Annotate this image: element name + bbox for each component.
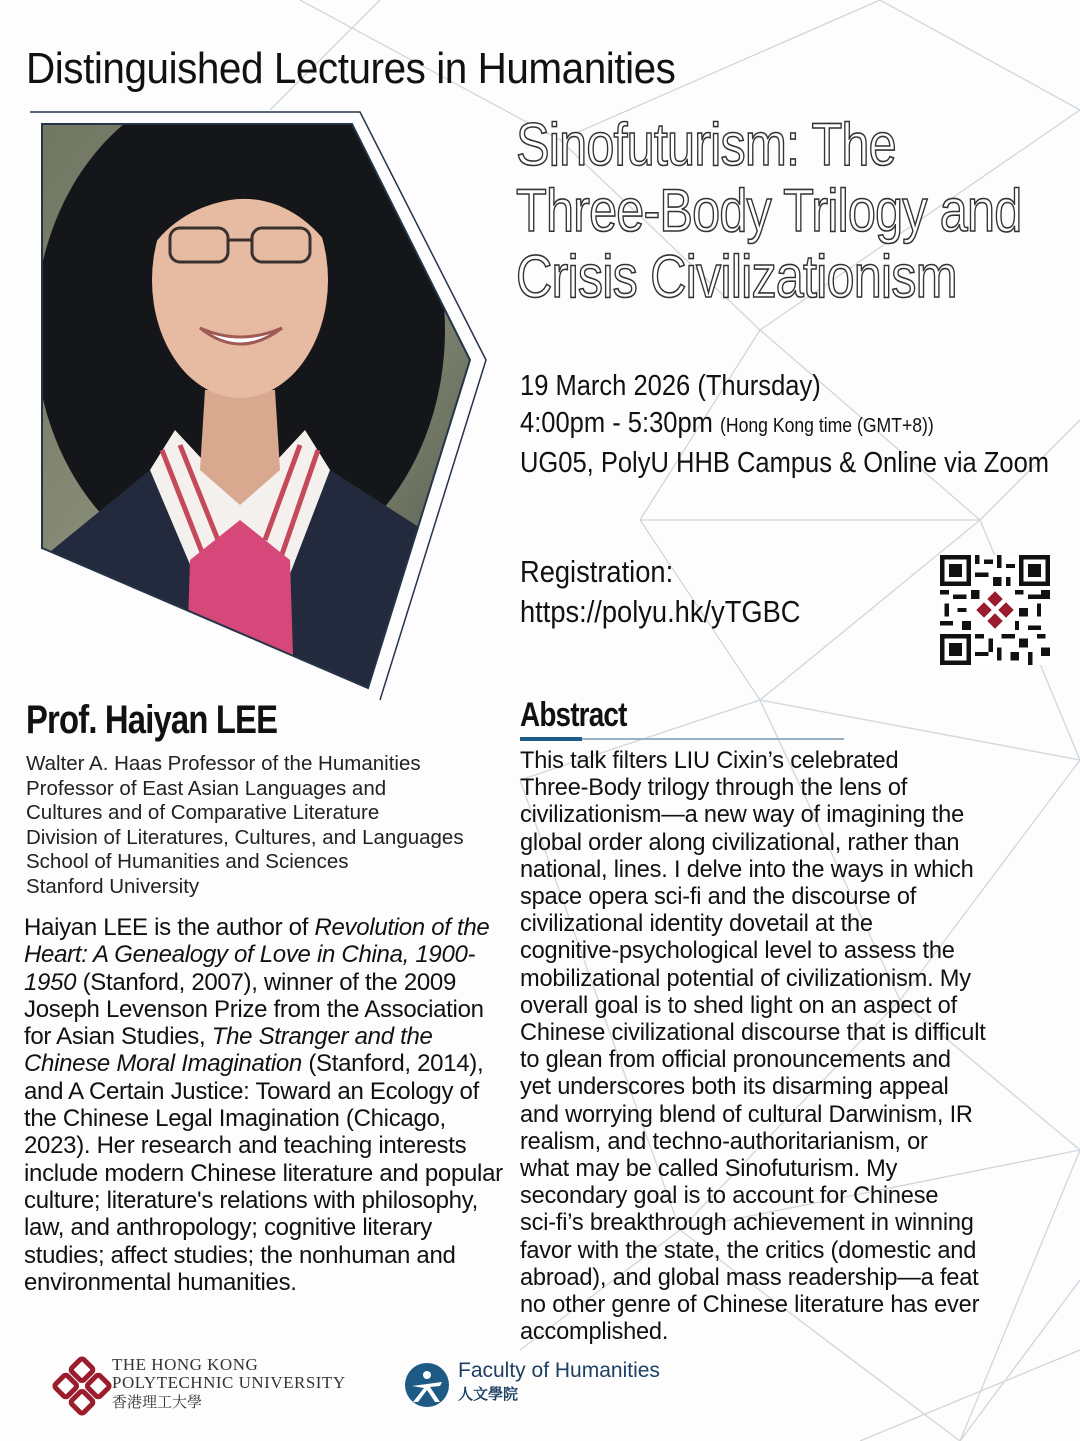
bio-text: (Stanford, 2007), winner of the 2009 Joseph Levenson Prize from the Association for Asian Studies, xyxy=(24,968,484,1051)
abstract-line: civilizational identity dovetail at the xyxy=(520,911,873,938)
humanities-logo-icon xyxy=(404,1362,450,1408)
registration-link[interactable]: https://polyu.hk/yTGBC xyxy=(520,594,801,629)
abstract-divider-accent xyxy=(520,737,582,741)
abstract-line: mobilizational potential of civilizationism. My xyxy=(520,965,971,992)
polyu-name-chinese: 香港理工大學 xyxy=(112,1393,203,1411)
abstract-line: national, lines. I delve into the ways in which xyxy=(520,856,974,883)
abstract-line: space opera sci-fi and the discourse of xyxy=(520,884,917,911)
abstract-line: to glean from official pronouncements and xyxy=(520,1047,951,1074)
speaker-bio xyxy=(24,914,506,1296)
bio-text: Haiyan LEE is the author of xyxy=(24,914,315,941)
event-timezone: (Hong Kong time (GMT+8)) xyxy=(720,415,934,437)
abstract-line: abroad), and global mass readership—a feat xyxy=(520,1264,979,1291)
abstract-line: and worrying blend of cultural Darwinism, IR xyxy=(520,1101,973,1128)
abstract-line: favor with the state, the critics (domestic and xyxy=(520,1237,977,1264)
series-title: Distinguished Lectures in Humanities xyxy=(26,44,676,93)
abstract-line: secondary goal is to account for Chinese xyxy=(520,1183,939,1210)
abstract-line: Three-Body trilogy through the lens of xyxy=(520,775,908,802)
speaker-name: Prof. Haiyan LEE xyxy=(26,698,278,742)
affiliation-line: Division of Literatures, Cultures, and Languages xyxy=(26,825,464,849)
event-time: 4:00pm - 5:30pm xyxy=(520,407,713,439)
event-time-row xyxy=(520,405,1049,445)
registration xyxy=(520,552,839,632)
registration-label: Registration: xyxy=(520,554,674,589)
polyu-name-line: POLYTECHNIC UNIVERSITY xyxy=(112,1373,346,1392)
affiliation-line: School of Humanities and Sciences xyxy=(26,850,349,873)
abstract-line: Chinese civilizational discourse that is difficult xyxy=(520,1020,986,1047)
abstract-line: cognitive-psychological level to assess the xyxy=(520,938,955,965)
abstract-line: no other genre of Chinese literature has ever xyxy=(520,1292,980,1319)
abstract-line: overall goal is to shed light on an aspect of xyxy=(520,992,957,1019)
speaker-affiliations xyxy=(26,752,464,899)
lecture-title xyxy=(516,112,1021,310)
event-venue: UG05, PolyU HHB Campus & Online via Zoom xyxy=(520,447,1050,479)
qr-code-icon[interactable] xyxy=(940,555,1050,665)
humanities-name-chinese: 人文學院 xyxy=(458,1385,519,1403)
abstract-line: yet underscores both its disarming appeal xyxy=(520,1074,949,1101)
abstract-line: global order along civilizational, rather than xyxy=(520,829,960,856)
event-date: 19 March 2026 (Thursday) xyxy=(520,370,821,402)
event-details xyxy=(520,368,1080,482)
lecture-title-line: Crisis Civilizationism xyxy=(516,243,957,310)
bio-book-title: The Stranger and the Chinese Moral Imagination xyxy=(24,1023,433,1078)
polyu-logo-icon xyxy=(48,1352,116,1420)
affiliation-line: Professor of East Asian Languages and xyxy=(26,776,387,800)
affiliation-line: Stanford University xyxy=(26,874,200,898)
bio-book-title: Revolution of the Heart: A Genealogy of Love in China, 1900-1950 xyxy=(24,914,490,996)
abstract-divider xyxy=(520,738,844,740)
affiliation-line: Cultures and of Comparative Literature xyxy=(26,801,380,824)
lecture-title-line: Three-Body Trilogy and xyxy=(516,177,1022,244)
bio-text: (Stanford, 2014), and A Certain Justice: Toward an Ecology of the Chinese Legal Imagination (Chicago, 2023). Her research and teaching interests include modern Chinese literature and popular culture; literature's relations with philosophy, law, and anthropology; cognitive literary studies; affect studies; the nonhuman and environmental humanities. xyxy=(24,1050,503,1296)
abstract-line: sci-fi’s breakthrough achievement in winning xyxy=(520,1210,974,1237)
abstract-line: accomplished. xyxy=(520,1319,669,1346)
affiliation-line: Walter A. Haas Professor of the Humanities xyxy=(26,752,421,775)
humanities-wordmark xyxy=(458,1358,660,1404)
abstract-line: civilizationism—a new way of imagining the xyxy=(520,802,965,829)
abstract-line: realism, and techno-authoritarianism, or xyxy=(520,1128,928,1155)
abstract-body xyxy=(520,748,1040,1346)
humanities-name: Faculty of Humanities xyxy=(458,1359,660,1382)
lecture-title-line: Sinofuturism: The xyxy=(516,111,896,178)
polyu-name-line: THE HONG KONG xyxy=(112,1355,259,1374)
abstract-line: what may be called Sinofuturism. My xyxy=(520,1156,898,1183)
abstract-line: This talk filters LIU Cixin’s celebrated xyxy=(520,748,899,774)
abstract-heading: Abstract xyxy=(520,696,627,734)
polyu-wordmark xyxy=(112,1356,346,1412)
